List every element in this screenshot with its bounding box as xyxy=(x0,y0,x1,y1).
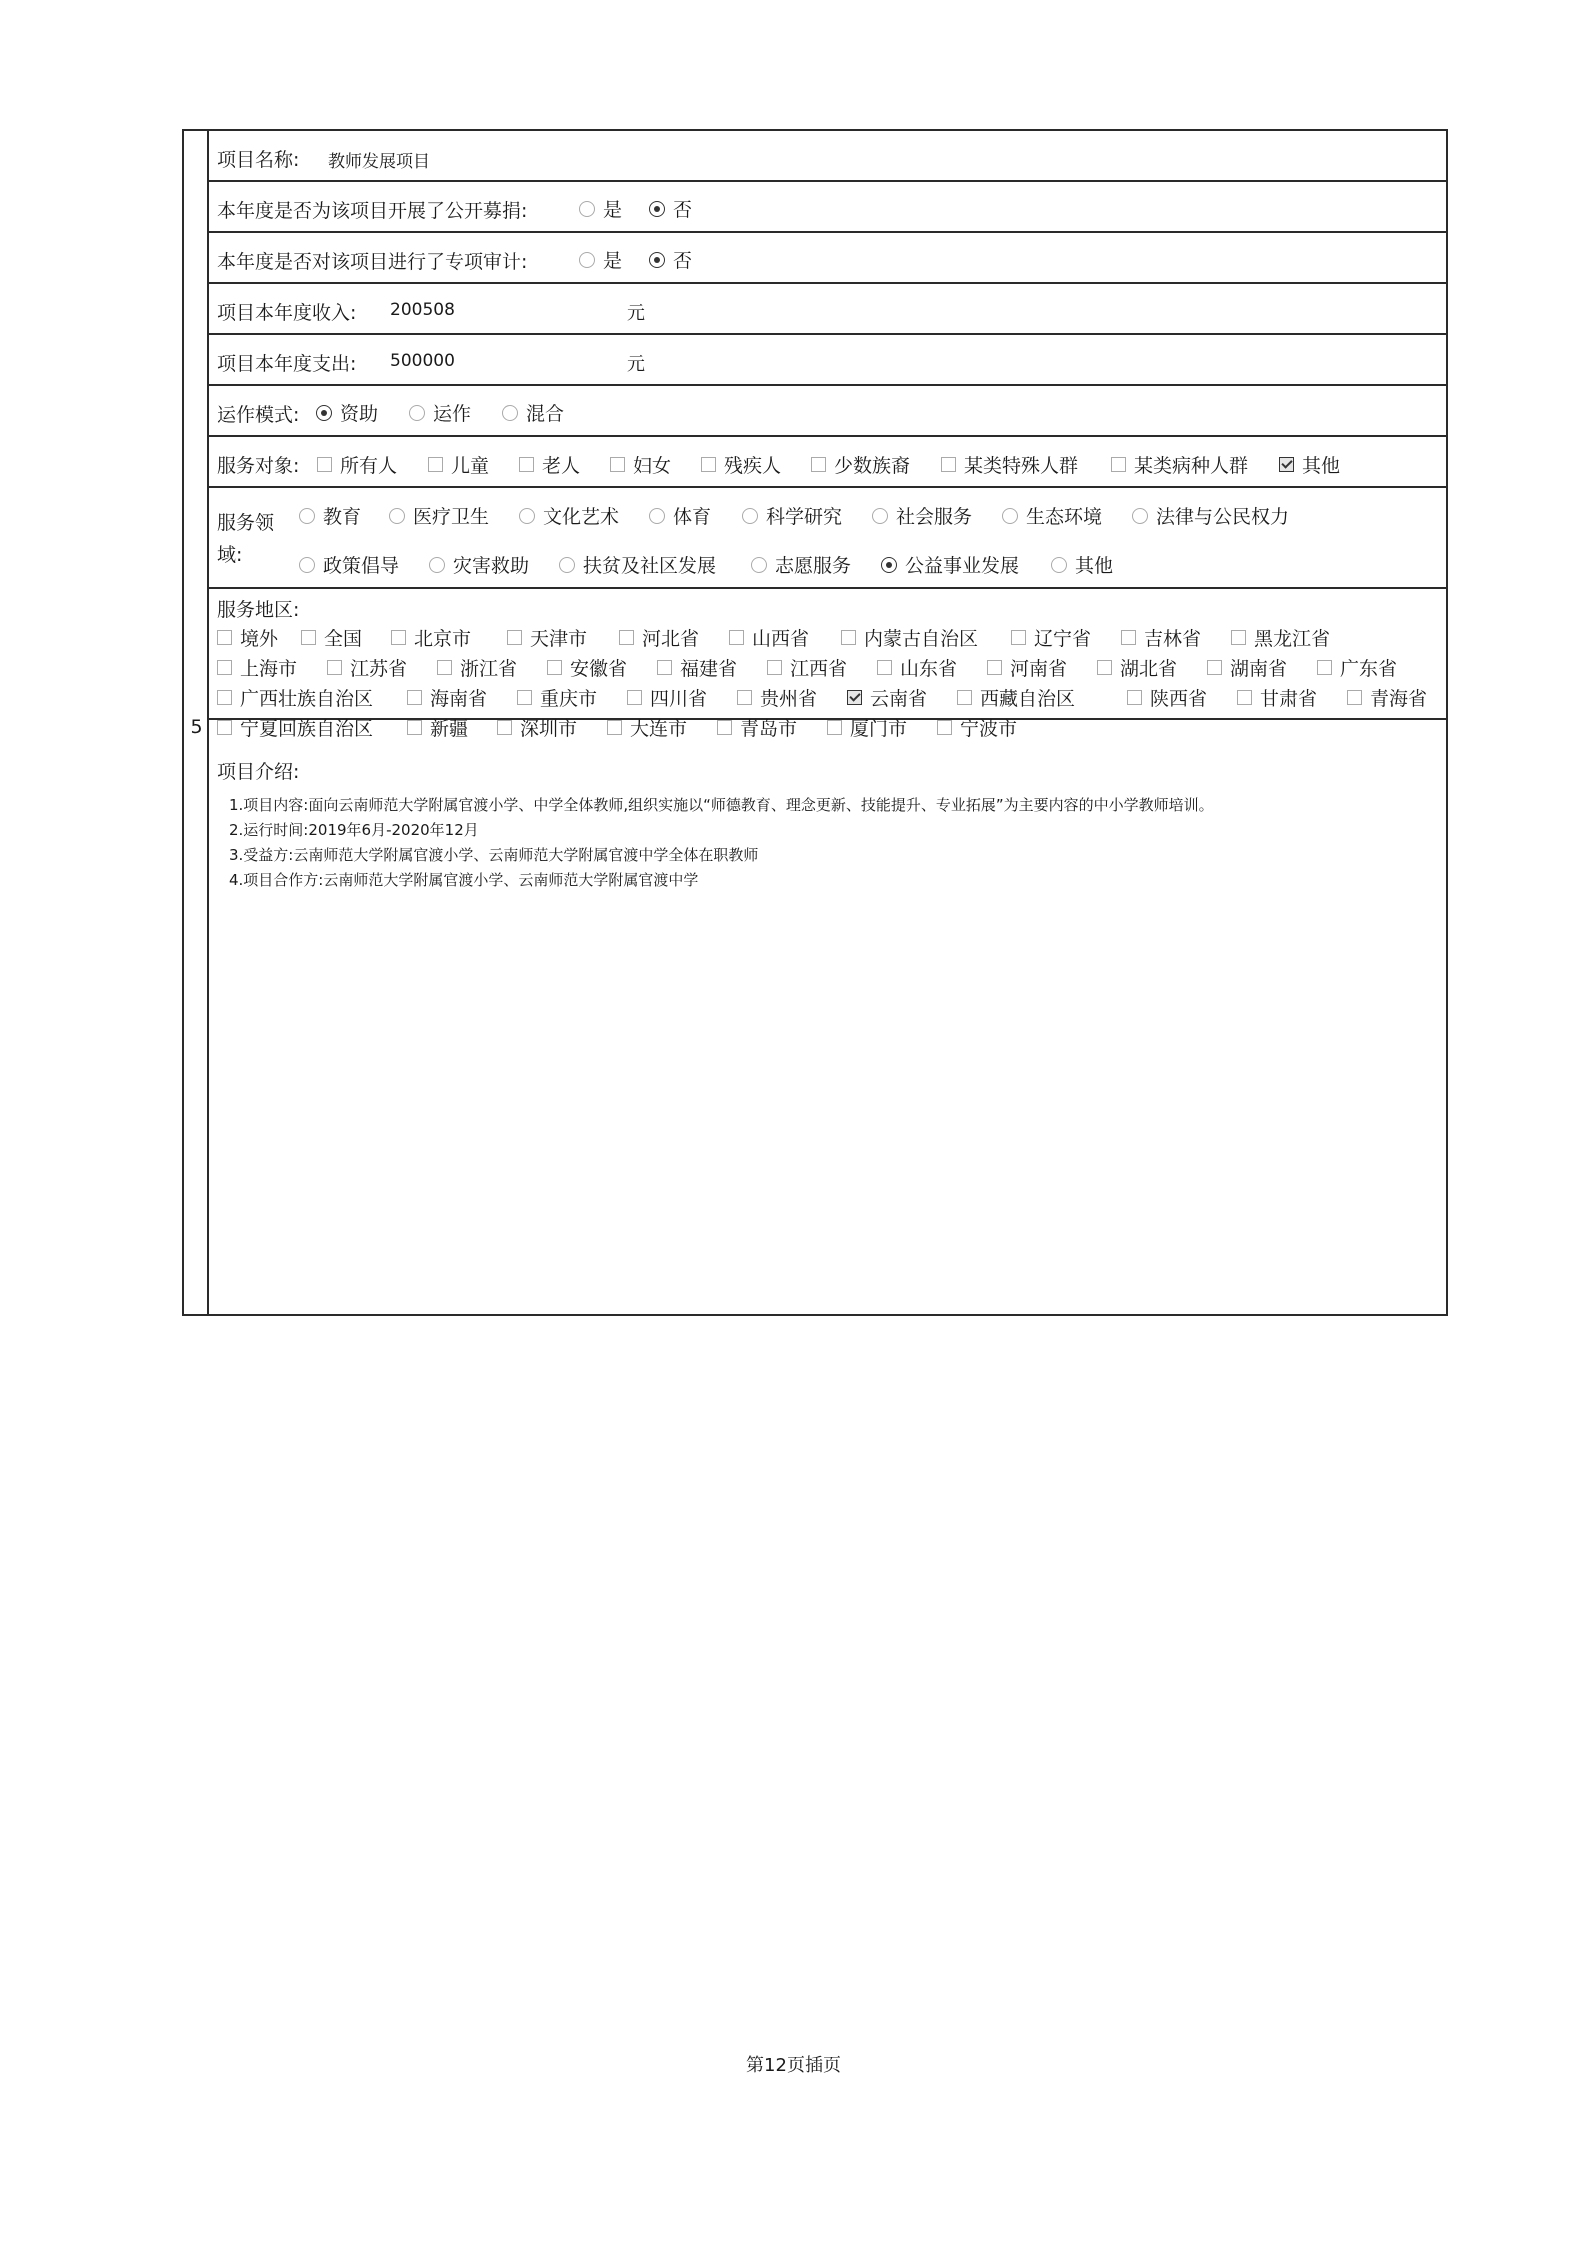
region-option[interactable]: 陕西省 xyxy=(1127,684,1207,711)
region-option[interactable]: 湖北省 xyxy=(1097,654,1177,681)
checkbox-icon xyxy=(391,630,406,645)
checkbox-icon xyxy=(811,457,826,472)
checkbox-icon xyxy=(1111,457,1126,472)
expense-value: 500000 xyxy=(390,351,455,371)
region-option[interactable]: 西藏自治区 xyxy=(957,684,1075,711)
region-option[interactable]: 深圳市 xyxy=(497,714,577,741)
checkbox-icon xyxy=(1347,690,1362,705)
service-target-option[interactable]: 某类病种人群 xyxy=(1111,451,1248,478)
radio-icon xyxy=(389,508,405,524)
radio-icon xyxy=(579,201,595,217)
service-field-option[interactable]: 政策倡导 xyxy=(299,551,399,578)
checkbox-icon xyxy=(327,660,342,675)
checkbox-icon xyxy=(217,720,232,735)
expense-unit: 元 xyxy=(627,354,645,375)
checkbox-icon xyxy=(657,660,672,675)
region-option[interactable]: 云南省 xyxy=(847,684,927,711)
checkbox-icon xyxy=(497,720,512,735)
row-project-intro xyxy=(209,749,1446,1314)
region-option[interactable]: 厦门市 xyxy=(827,714,907,741)
service-field-option[interactable]: 生态环境 xyxy=(1002,502,1102,529)
region-option[interactable]: 四川省 xyxy=(627,684,707,711)
region-option[interactable]: 甘肃省 xyxy=(1237,684,1317,711)
row-service-fields xyxy=(209,488,1446,589)
service-field-option[interactable]: 法律与公民权力 xyxy=(1132,502,1289,529)
region-option[interactable]: 江西省 xyxy=(767,654,847,681)
checkbox-icon xyxy=(407,720,422,735)
project-intro-line: 1.项目内容:面向云南师范大学附属官渡小学、中学全体教师,组织实施以“师德教育、理念更新、技能提升、专业拓展”为主要内容的中小学教师培训。 xyxy=(229,796,1214,814)
service-field-option[interactable]: 体育 xyxy=(649,502,711,529)
region-option[interactable]: 江苏省 xyxy=(327,654,407,681)
region-option[interactable]: 境外 xyxy=(217,624,278,651)
checkbox-icon xyxy=(841,630,856,645)
row-service-targets xyxy=(209,437,1446,488)
region-option[interactable]: 广西壮族自治区 xyxy=(217,684,373,711)
checkbox-icon xyxy=(507,630,522,645)
page-index: 5 xyxy=(190,716,203,738)
project-name-label: 项目名称: xyxy=(217,149,300,171)
checkbox-icon xyxy=(301,630,316,645)
public-fundraising-yes[interactable]: 是 xyxy=(579,195,622,222)
checkbox-icon xyxy=(607,720,622,735)
checkbox-icon xyxy=(987,660,1002,675)
project-form xyxy=(182,129,1448,1316)
service-field-option[interactable]: 科学研究 xyxy=(742,502,842,529)
checkbox-icon xyxy=(877,660,892,675)
income-unit: 元 xyxy=(627,303,645,324)
service-fields-label-cont: 域: xyxy=(217,544,243,566)
checkbox-icon xyxy=(767,660,782,675)
project-intro-line: 4.项目合作方:云南师范大学附属官渡小学、云南师范大学附属官渡中学 xyxy=(229,871,699,889)
checkbox-icon xyxy=(619,630,634,645)
service-regions-label: 服务地区: xyxy=(217,599,300,621)
service-field-option[interactable]: 扶贫及社区发展 xyxy=(559,551,716,578)
checkbox-icon xyxy=(317,457,332,472)
checkbox-checked-icon xyxy=(1279,457,1294,472)
service-target-option[interactable]: 所有人 xyxy=(317,451,397,478)
region-option[interactable]: 广东省 xyxy=(1317,654,1397,681)
expense-label: 项目本年度支出: xyxy=(217,353,357,375)
region-option[interactable]: 大连市 xyxy=(607,714,687,741)
service-target-option[interactable]: 妇女 xyxy=(610,451,671,478)
region-option[interactable]: 安徽省 xyxy=(547,654,627,681)
region-option[interactable]: 内蒙古自治区 xyxy=(841,624,978,651)
radio-icon xyxy=(299,557,315,573)
service-target-option[interactable]: 少数族裔 xyxy=(811,451,910,478)
radio-icon xyxy=(1051,557,1067,573)
checkbox-icon xyxy=(627,690,642,705)
radio-selected-icon xyxy=(316,405,332,421)
region-option[interactable]: 新疆 xyxy=(407,714,468,741)
row-project-name xyxy=(209,131,1446,182)
service-target-option[interactable]: 其他 xyxy=(1279,451,1340,478)
region-option[interactable]: 宁夏回族自治区 xyxy=(217,714,373,741)
radio-icon xyxy=(751,557,767,573)
checkbox-icon xyxy=(1207,660,1222,675)
project-intro-line: 2.运行时间:2019年6月-2020年12月 xyxy=(229,821,479,839)
radio-icon xyxy=(872,508,888,524)
radio-selected-icon xyxy=(649,201,665,217)
checkbox-icon xyxy=(519,457,534,472)
service-target-option[interactable]: 某类特殊人群 xyxy=(941,451,1078,478)
region-option[interactable]: 北京市 xyxy=(391,624,471,651)
region-option[interactable]: 海南省 xyxy=(407,684,487,711)
service-field-option[interactable]: 其他 xyxy=(1051,551,1113,578)
radio-selected-icon xyxy=(649,252,665,268)
row-public-fundraising xyxy=(209,182,1446,233)
checkbox-icon xyxy=(1127,690,1142,705)
special-audit-no[interactable]: 否 xyxy=(649,246,692,273)
region-option[interactable]: 河北省 xyxy=(619,624,699,651)
checkbox-icon xyxy=(437,660,452,675)
radio-icon xyxy=(1002,508,1018,524)
region-option[interactable]: 青海省 xyxy=(1347,684,1427,711)
checkbox-icon xyxy=(729,630,744,645)
row-expense xyxy=(209,335,1446,386)
project-name-value: 教师发展项目 xyxy=(328,152,430,172)
region-option[interactable]: 山东省 xyxy=(877,654,957,681)
service-target-option[interactable]: 残疾人 xyxy=(701,451,781,478)
row-service-regions xyxy=(209,589,1446,740)
service-field-option[interactable]: 公益事业发展 xyxy=(881,551,1019,578)
row-operation-mode xyxy=(209,386,1446,437)
checkbox-icon xyxy=(517,690,532,705)
checkbox-icon xyxy=(217,630,232,645)
checkbox-icon xyxy=(1011,630,1026,645)
radio-icon xyxy=(559,557,575,573)
region-option[interactable]: 天津市 xyxy=(507,624,587,651)
region-option[interactable]: 吉林省 xyxy=(1121,624,1201,651)
page-footer: 第12页插页 xyxy=(746,2055,841,2076)
checkbox-icon xyxy=(610,457,625,472)
operation-mode-label: 运作模式: xyxy=(217,404,300,426)
public-fundraising-no[interactable]: 否 xyxy=(649,195,692,222)
radio-icon xyxy=(502,405,518,421)
checkbox-icon xyxy=(547,660,562,675)
region-option[interactable]: 黑龙江省 xyxy=(1231,624,1330,651)
operation-mode-option[interactable]: 运作 xyxy=(409,399,471,426)
region-option[interactable]: 全国 xyxy=(301,624,362,651)
region-option[interactable]: 辽宁省 xyxy=(1011,624,1091,651)
checkbox-icon xyxy=(957,690,972,705)
checkbox-icon xyxy=(1317,660,1332,675)
radio-icon xyxy=(519,508,535,524)
checkbox-icon xyxy=(937,720,952,735)
project-intro-line: 3.受益方:云南师范大学附属官渡小学、云南师范大学附属官渡中学全体在职教师 xyxy=(229,846,759,864)
region-option[interactable]: 上海市 xyxy=(217,654,297,681)
checkbox-icon xyxy=(217,690,232,705)
checkbox-icon xyxy=(941,457,956,472)
public-fundraising-label: 本年度是否为该项目开展了公开募捐: xyxy=(217,200,528,222)
region-option[interactable]: 宁波市 xyxy=(937,714,1017,741)
region-option[interactable]: 浙江省 xyxy=(437,654,517,681)
service-target-option[interactable]: 老人 xyxy=(519,451,580,478)
checkbox-checked-icon xyxy=(847,690,862,705)
form-rows xyxy=(209,131,1446,1314)
radio-icon xyxy=(409,405,425,421)
region-option[interactable]: 福建省 xyxy=(657,654,737,681)
checkbox-icon xyxy=(1121,630,1136,645)
region-option[interactable]: 湖南省 xyxy=(1207,654,1287,681)
operation-mode-option[interactable]: 资助 xyxy=(316,399,378,426)
checkbox-icon xyxy=(1231,630,1246,645)
region-option[interactable]: 河南省 xyxy=(987,654,1067,681)
income-value: 200508 xyxy=(390,300,455,320)
checkbox-icon xyxy=(827,720,842,735)
radio-icon xyxy=(429,557,445,573)
operation-mode-option[interactable]: 混合 xyxy=(502,399,564,426)
checkbox-icon xyxy=(407,690,422,705)
service-field-option[interactable]: 教育 xyxy=(299,502,361,529)
service-field-option[interactable]: 文化艺术 xyxy=(519,502,619,529)
radio-icon xyxy=(579,252,595,268)
service-fields-label: 服务领 xyxy=(217,512,275,534)
service-field-option[interactable]: 志愿服务 xyxy=(751,551,851,578)
service-field-option[interactable]: 医疗卫生 xyxy=(389,502,489,529)
service-field-option[interactable]: 社会服务 xyxy=(872,502,972,529)
region-option[interactable]: 山西省 xyxy=(729,624,809,651)
row-income xyxy=(209,284,1446,335)
checkbox-icon xyxy=(717,720,732,735)
row-special-audit xyxy=(209,233,1446,284)
special-audit-yes[interactable]: 是 xyxy=(579,246,622,273)
checkbox-icon xyxy=(737,690,752,705)
index-column xyxy=(184,131,209,1314)
special-audit-label: 本年度是否对该项目进行了专项审计: xyxy=(217,251,528,273)
radio-selected-icon xyxy=(881,557,897,573)
checkbox-icon xyxy=(701,457,716,472)
radio-icon xyxy=(649,508,665,524)
service-field-option[interactable]: 灾害救助 xyxy=(429,551,529,578)
region-option[interactable]: 重庆市 xyxy=(517,684,597,711)
service-target-option[interactable]: 儿童 xyxy=(428,451,489,478)
radio-icon xyxy=(1132,508,1148,524)
checkbox-icon xyxy=(428,457,443,472)
checkbox-icon xyxy=(1097,660,1112,675)
region-option[interactable]: 青岛市 xyxy=(717,714,797,741)
radio-icon xyxy=(299,508,315,524)
region-option[interactable]: 贵州省 xyxy=(737,684,817,711)
income-label: 项目本年度收入: xyxy=(217,302,357,324)
checkbox-icon xyxy=(217,660,232,675)
checkbox-icon xyxy=(1237,690,1252,705)
service-targets-label: 服务对象: xyxy=(217,455,300,477)
project-intro-label: 项目介绍: xyxy=(217,761,300,783)
radio-icon xyxy=(742,508,758,524)
